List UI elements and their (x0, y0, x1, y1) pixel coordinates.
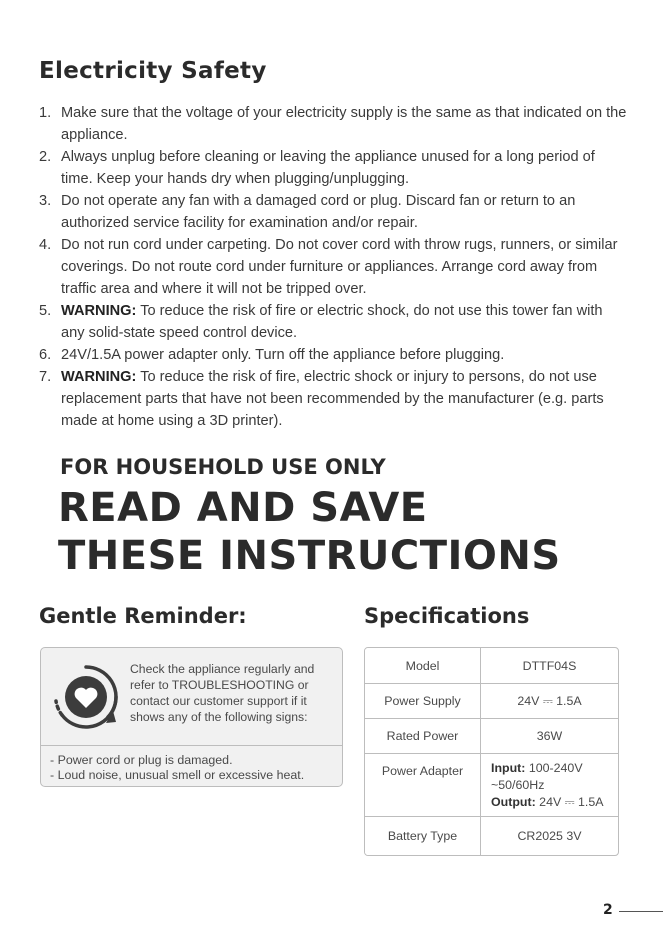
warning-label: WARNING: (61, 303, 137, 319)
adapter-input (491, 760, 618, 777)
list-item: - Loud noise, unusual smell or excessive heat. (50, 768, 305, 782)
list-item (39, 366, 629, 432)
list-item (39, 146, 629, 190)
item-number: 7. (39, 369, 52, 385)
item-text: Do not operate any fan with a damaged cord or plug. Discard fan or return to an authorized service facility for examination and/or repair. (61, 193, 576, 231)
list-item (39, 234, 629, 300)
section-title-gentle-reminder: Gentle Reminder: (39, 604, 247, 628)
table-row (365, 719, 618, 754)
reminder-header (41, 648, 342, 746)
reminder-text: Check the appliance regularly and refer to TROUBLESHOOTING or contact our customer support if it shows any of the following signs: (130, 662, 315, 724)
item-number: 5. (39, 303, 52, 319)
reminder-signs-list (50, 753, 340, 783)
item-number: 3. (39, 193, 52, 209)
gentle-reminder-box (40, 647, 343, 787)
item-number: 6. (39, 347, 52, 363)
list-item: - Power cord or plug is damaged. (50, 753, 233, 767)
list-item (39, 300, 629, 344)
item-text: To reduce the risk of fire, electric shock or injury to persons, do not use replacement parts that have not been recommended by the manufacturer (e.g. parts made at home using a 3D printer). (61, 369, 604, 429)
table-row (365, 754, 618, 817)
list-item (39, 344, 629, 366)
adapter-input-label: Input: (491, 760, 526, 775)
safety-list (39, 102, 629, 432)
adapter-output-value: 24V ⎓ 1.5A (535, 794, 604, 809)
item-text: To reduce the risk of fire or electric shock, do not use this tower fan with any solid-state speed control device. (61, 303, 603, 341)
spec-value-battery-type: CR2025 3V (517, 829, 582, 843)
adapter-output (491, 794, 618, 811)
item-number: 1. (39, 105, 52, 121)
spec-label-power-supply: Power Supply (365, 684, 481, 719)
table-row (365, 817, 618, 855)
spec-label-rated-power: Rated Power (365, 719, 481, 754)
spec-value-power-supply: 24V ⎓ 1.5A (481, 684, 618, 719)
adapter-input-frequency: ~50/60Hz (491, 777, 545, 792)
item-text: Make sure that the voltage of your electricity supply is the same as that indicated on the appliance. (61, 105, 627, 143)
spec-label-model: Model (365, 648, 481, 684)
read-save-instructions-heading (58, 484, 561, 580)
adapter-output-label: Output: (491, 794, 536, 809)
spec-value-model: DTTF04S (481, 648, 618, 684)
item-text: Do not run cord under carpeting. Do not cover cord with throw rugs, runners, or similar coverings. Do not route cord under furniture or appliances. Arrange cord away from traffic area and where it will not be tripped over. (61, 237, 618, 297)
table-row (365, 684, 618, 719)
item-text: 24V/1.5A power adapter only. Turn off the appliance before plugging. (61, 347, 505, 363)
page-number-rule (619, 911, 663, 912)
spec-value-power-adapter (481, 754, 618, 817)
spec-value-rated-power: 36W (481, 719, 618, 754)
section-title-specifications: Specifications (364, 604, 530, 628)
table-row (365, 648, 618, 684)
list-item (39, 190, 629, 234)
item-number: 2. (39, 149, 52, 165)
page-number: 2 (603, 902, 613, 918)
read-save-line-1: READ AND SAVE (58, 485, 428, 531)
item-number: 4. (39, 237, 52, 253)
heart-refresh-icon (50, 661, 122, 733)
specifications-table (364, 647, 619, 856)
section-title-electricity-safety: Electricity Safety (39, 58, 267, 84)
item-text: Always unplug before cleaning or leaving the appliance unused for a long period of time. Keep your hands dry when plugging/unplugging. (61, 149, 595, 187)
spec-label-power-adapter: Power Adapter (365, 754, 481, 817)
spec-label-battery-type: Battery Type (365, 817, 481, 855)
warning-label: WARNING: (61, 369, 137, 385)
list-item (39, 102, 629, 146)
adapter-input-value: 100-240V (525, 760, 583, 775)
household-use-notice: FOR HOUSEHOLD USE ONLY (60, 455, 386, 479)
read-save-line-2: THESE INSTRUCTIONS (58, 533, 561, 579)
